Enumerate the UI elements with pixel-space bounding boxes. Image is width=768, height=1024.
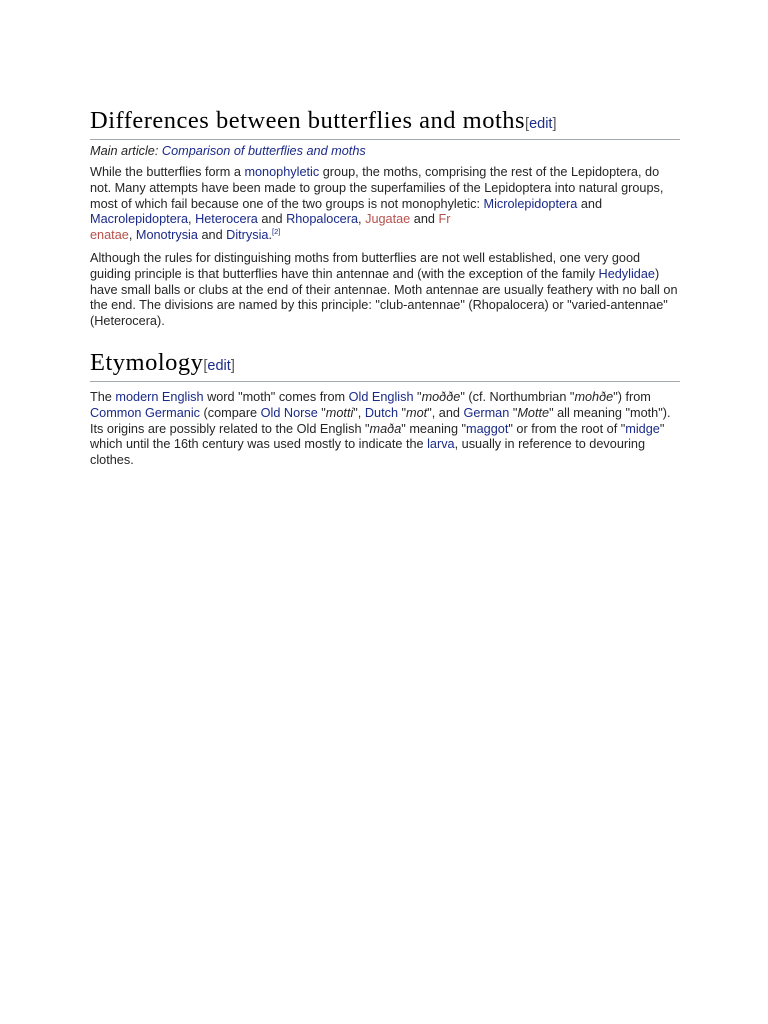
edit-section-link-wrapper xyxy=(203,358,234,374)
link-macrolepidoptera[interactable]: Macrolepidoptera xyxy=(90,212,189,227)
section-heading-etymology xyxy=(90,348,680,382)
text: " xyxy=(398,405,407,420)
edit-bracket-open: [ xyxy=(203,357,208,374)
text: " all meaning "moth"). Its origins are possibly related to the Old English " xyxy=(90,405,671,436)
text: " xyxy=(317,405,326,420)
link-german[interactable]: German xyxy=(463,405,510,420)
text: . xyxy=(268,228,272,243)
link-dutch[interactable]: Dutch xyxy=(364,405,399,420)
italic-term: motti xyxy=(325,405,354,420)
edit-section-link[interactable]: edit xyxy=(529,116,553,132)
edit-bracket-close: ] xyxy=(552,116,557,132)
link-maggot[interactable]: maggot xyxy=(466,421,509,436)
text: , xyxy=(358,212,366,227)
paragraph-monophyly xyxy=(90,165,680,244)
redlink-frenatae-part1: Fr xyxy=(438,212,451,227)
text: ", and xyxy=(427,405,464,420)
edit-bracket-open: [ xyxy=(525,116,530,132)
edit-section-link-wrapper xyxy=(525,116,556,132)
link-common-germanic[interactable]: Common Germanic xyxy=(90,405,200,420)
link-monotrysia[interactable]: Monotrysia xyxy=(135,228,198,243)
text: " xyxy=(509,405,518,420)
text: (compare xyxy=(200,405,261,420)
link-larva[interactable]: larva xyxy=(427,437,455,452)
text: While the butterflies form a xyxy=(90,165,245,179)
text: " which until the 16th century was used mostly to indicate the xyxy=(90,421,665,452)
italic-term: maða xyxy=(369,421,402,436)
text: , xyxy=(188,212,196,227)
text: ) have small balls or clubs at the end of their antennae. Moth antennae are usually feathery with no ball on the end. The divisions are named by this principle: "club-antennae" (Rhopalocera) or "varied-antennae" (Heterocera). xyxy=(90,266,678,329)
hatnote-prefix: Main article: xyxy=(90,144,162,158)
main-article-link[interactable]: Comparison of butterflies and moths xyxy=(161,144,366,158)
edit-section-link[interactable]: edit xyxy=(207,357,231,374)
text: ") from xyxy=(613,389,651,404)
link-modern-english[interactable]: modern English xyxy=(115,389,204,404)
link-heterocera[interactable]: Heterocera xyxy=(195,212,258,227)
link-old-norse[interactable]: Old Norse xyxy=(260,405,318,420)
italic-term: mot xyxy=(406,405,428,420)
link-rhopalocera[interactable]: Rhopalocera xyxy=(286,212,359,227)
reference-superscript xyxy=(272,227,280,236)
link-microlepidoptera[interactable]: Microlepidoptera xyxy=(483,196,578,211)
text: , xyxy=(128,228,136,243)
link-ditrysia[interactable]: Ditrysia xyxy=(226,228,269,243)
text: " xyxy=(413,389,422,404)
reference-link-2[interactable]: [2] xyxy=(271,226,281,236)
text: and xyxy=(410,212,439,227)
text: " (cf. Northumbrian " xyxy=(460,389,575,404)
text: and xyxy=(197,228,227,243)
section-title: Differences between butterflies and moths xyxy=(90,107,526,134)
text: ", xyxy=(353,405,365,420)
link-monophyletic[interactable]: monophyletic xyxy=(244,165,320,179)
redlink-jugatae[interactable]: Jugatae xyxy=(365,212,411,227)
main-article-hatnote xyxy=(90,143,680,159)
text: The xyxy=(90,389,116,404)
text: " or from the root of " xyxy=(508,421,626,436)
text: " meaning " xyxy=(401,421,467,436)
section-spacer xyxy=(90,337,680,348)
link-hedylidae[interactable]: Hedylidae xyxy=(598,266,655,281)
text: group, the moths, comprising the rest of the Lepidoptera, do not. Many attempts have been made to group the superfamilies of the Lepidoptera into natural groups, most of which fail because one of the two groups is not monophyletic: xyxy=(90,165,664,211)
text: and xyxy=(257,212,287,227)
article-content xyxy=(90,106,680,476)
section-heading-differences xyxy=(90,106,680,140)
text: , usually in reference to devouring clothes. xyxy=(90,437,646,468)
paragraph-etymology xyxy=(90,390,680,469)
link-old-english[interactable]: Old English xyxy=(348,389,414,404)
text: and xyxy=(577,196,603,211)
text: Although the rules for distinguishing moths from butterflies are not well established, one very good guiding principle is that butterflies have thin antennae and (with the exception of the family xyxy=(90,250,641,281)
text: word "moth" comes from xyxy=(203,389,349,404)
paragraph-antennae xyxy=(90,251,680,330)
redlink-frenatae-part2: enatae xyxy=(90,228,129,243)
italic-term: moððe xyxy=(421,389,461,404)
section-title: Etymology xyxy=(90,348,204,376)
italic-term: Motte xyxy=(517,405,550,420)
italic-term: mohðe xyxy=(574,389,614,404)
link-midge[interactable]: midge xyxy=(625,421,660,436)
edit-bracket-close: ] xyxy=(230,357,235,374)
